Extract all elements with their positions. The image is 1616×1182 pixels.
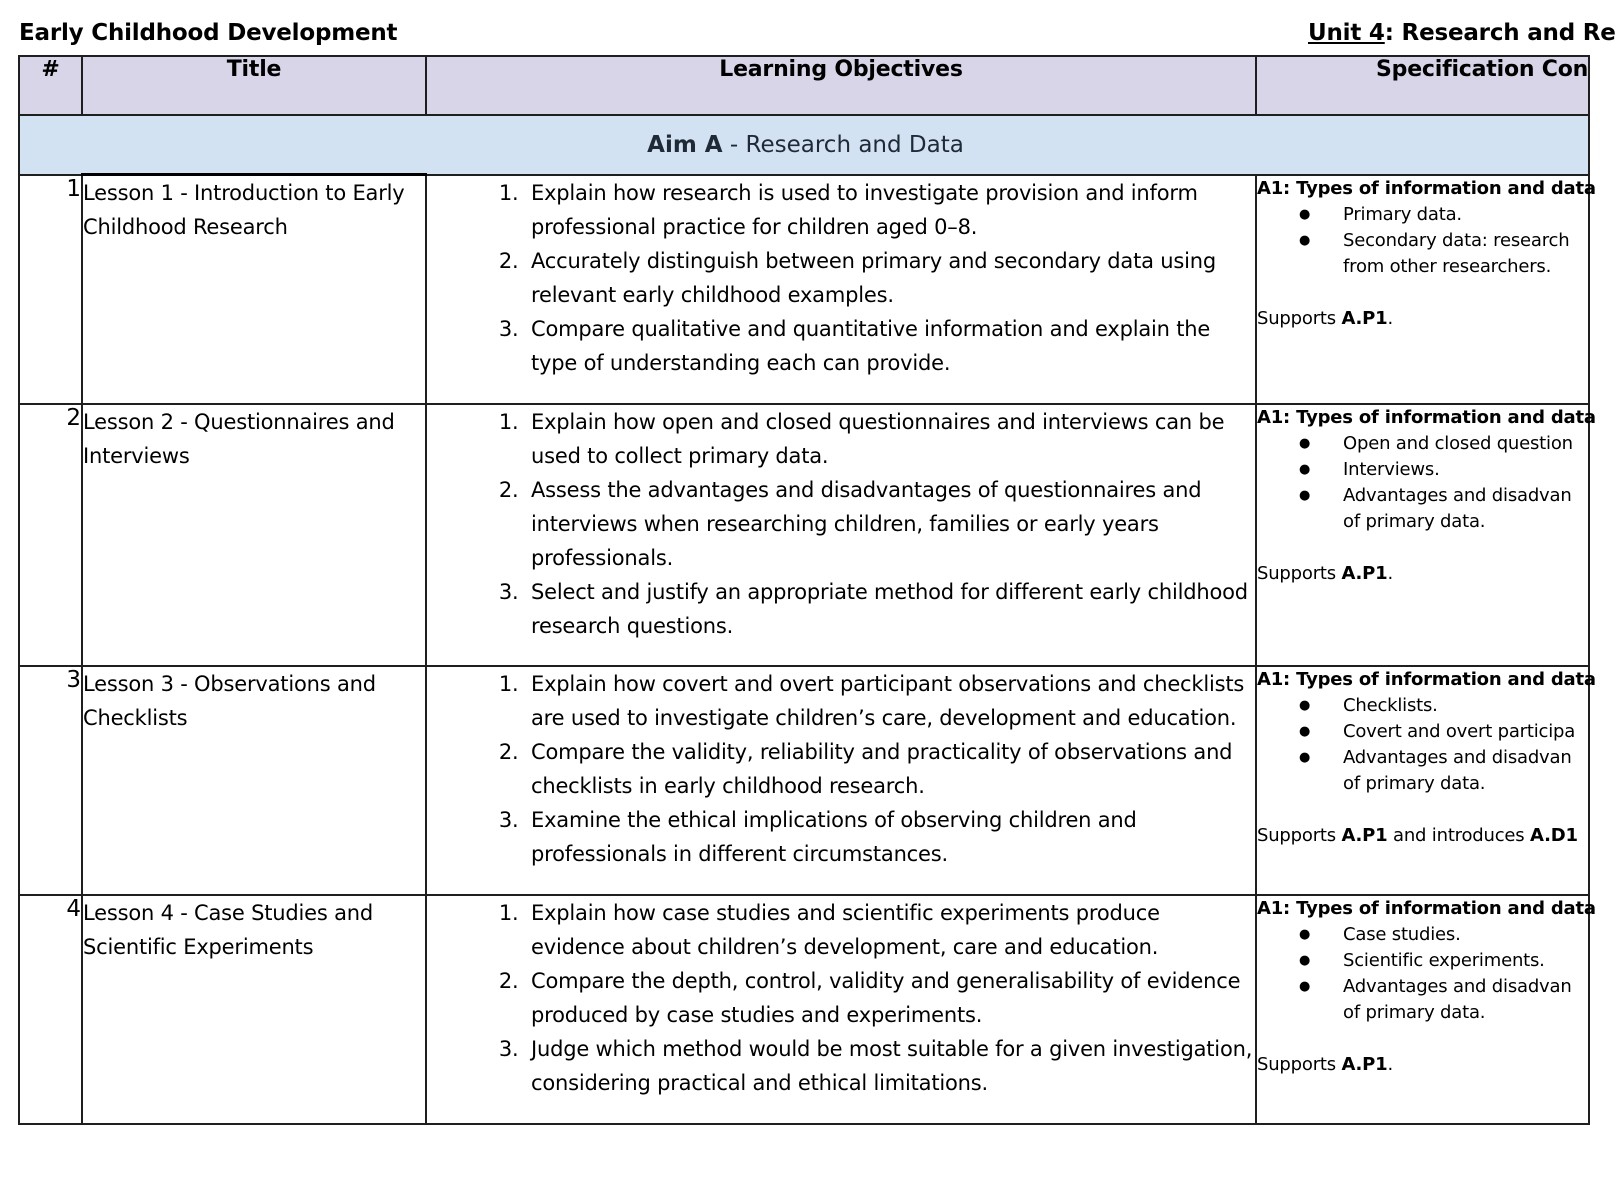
supports-prefix: Supports — [1257, 307, 1342, 329]
specification-cell — [1256, 404, 1596, 666]
column-header-objectives: Learning Objectives — [426, 56, 1256, 115]
learning-objectives-cell — [426, 895, 1256, 1124]
spec-item: from other researchers. — [1343, 255, 1552, 277]
table-row — [19, 895, 1589, 1124]
objective-item: 1. Explain how case studies and scientific experiments produce evidence about children’s development, care and education. — [525, 896, 1255, 964]
supports-line — [1257, 1052, 1588, 1078]
table-row — [19, 666, 1589, 895]
spec-list — [1257, 202, 1588, 280]
spec-item: ● Covert and overt participa — [1343, 719, 1588, 745]
criterion-code: A.P1 — [1341, 562, 1388, 584]
objective-item: 1. Explain how covert and overt participant observations and checklists are used to investigate children’s care, development and education. — [525, 667, 1255, 735]
spec-list — [1257, 922, 1588, 1026]
criterion-code: A.P1 — [1341, 1053, 1388, 1075]
supports-prefix: Supports — [1257, 1053, 1342, 1075]
supports-line — [1257, 306, 1588, 332]
objective-item: 2. Assess the advantages and disadvantages of questionnaires and interviews when researching children, families or early years professionals. — [525, 473, 1255, 575]
spec-heading: A1: Types of information and data — [1257, 668, 1596, 690]
objectives-list — [427, 176, 1255, 380]
spec-list — [1257, 693, 1588, 797]
aim-row — [19, 115, 1589, 175]
column-header-title: Title — [82, 56, 426, 115]
objective-item: 3. Examine the ethical implications of observing children and professionals in different circumstances. — [525, 803, 1255, 871]
supports-prefix: Supports — [1257, 824, 1342, 846]
supports-suffix: and introduces — [1387, 824, 1530, 846]
learning-objectives-cell — [426, 666, 1256, 895]
objective-item: 3. Judge which method would be most suitable for a given investigation, considering practical and ethical limitations. — [525, 1032, 1255, 1100]
learning-objectives-cell — [426, 175, 1256, 404]
lesson-number: 4 — [19, 895, 82, 1124]
table-row — [19, 175, 1589, 404]
spec-item: ● Checklists. — [1343, 693, 1588, 719]
spec-item: of primary data. — [1343, 1001, 1486, 1023]
spec-item: ● Open and closed question — [1343, 431, 1588, 457]
learning-objectives-cell — [426, 404, 1256, 666]
spec-item: of primary data. — [1343, 510, 1486, 532]
spec-item: ● Case studies. — [1343, 922, 1588, 948]
criterion-code: A.P1 — [1341, 307, 1388, 329]
lesson-title: Lesson 1 - Introduction to Early Childhood Research — [82, 175, 426, 404]
spec-item: ● Scientific experiments. — [1343, 948, 1588, 974]
spec-heading: A1: Types of information and data — [1257, 406, 1596, 428]
specification-cell — [1256, 175, 1596, 404]
supports-line — [1257, 561, 1588, 587]
spec-item: ● Advantages and disadvan — [1343, 974, 1588, 1000]
supports-suffix: . — [1387, 1053, 1394, 1075]
spec-item: ● Primary data. — [1343, 202, 1588, 228]
objectives-list — [427, 667, 1255, 871]
unit-title — [1308, 20, 1616, 46]
header-row — [19, 56, 1589, 115]
supports-line — [1257, 823, 1588, 849]
unit-label: Unit 4 — [1308, 20, 1385, 46]
spec-list — [1257, 431, 1588, 535]
spec-heading: A1: Types of information and data — [1257, 177, 1596, 199]
objective-item: 3. Select and justify an appropriate method for different early childhood research questions. — [525, 575, 1255, 643]
unit-title-rest: : Research and Re — [1384, 20, 1616, 46]
objectives-list — [427, 405, 1255, 643]
spec-item: ● Secondary data: research — [1343, 228, 1588, 254]
aim-heading — [19, 115, 1589, 175]
supports-prefix: Supports — [1257, 562, 1342, 584]
objective-item: 2. Compare the validity, reliability and practicality of observations and checklists in early childhood research. — [525, 735, 1255, 803]
lesson-number: 1 — [19, 175, 82, 404]
lesson-number: 2 — [19, 404, 82, 666]
spec-item: of primary data. — [1343, 772, 1486, 794]
lesson-title: Lesson 2 - Questionnaires and Interviews — [82, 404, 426, 666]
column-header-specification: Specification Con — [1256, 56, 1589, 115]
table-row — [19, 404, 1589, 666]
objective-item: 1. Explain how research is used to investigate provision and inform professional practice for children aged 0–8. — [525, 176, 1255, 244]
spec-item: ● Interviews. — [1343, 457, 1588, 483]
objective-item: 2. Compare the depth, control, validity and generalisability of evidence produced by case studies and experiments. — [525, 964, 1255, 1032]
criterion-code-2: A.D1 — [1530, 824, 1578, 846]
lesson-number: 3 — [19, 666, 82, 895]
criterion-code: A.P1 — [1341, 824, 1388, 846]
lesson-title: Lesson 4 - Case Studies and Scientific Experiments — [82, 895, 426, 1124]
objective-item: 2. Accurately distinguish between primary and secondary data using relevant early childhood examples. — [525, 244, 1255, 312]
lesson-title: Lesson 3 - Observations and Checklists — [82, 666, 426, 895]
column-header-number: # — [19, 56, 82, 115]
supports-suffix: . — [1387, 307, 1394, 329]
aim-name: - Research and Data — [722, 131, 964, 158]
spec-item: ● Advantages and disadvan — [1343, 745, 1588, 771]
aim-label: Aim A — [647, 131, 723, 158]
spec-heading: A1: Types of information and data — [1257, 897, 1596, 919]
supports-suffix: . — [1387, 562, 1394, 584]
spec-item: ● Advantages and disadvan — [1343, 483, 1588, 509]
specification-cell — [1256, 895, 1596, 1124]
objectives-list — [427, 896, 1255, 1100]
lesson-schedule-table — [18, 55, 1596, 1125]
specification-cell — [1256, 666, 1596, 895]
objective-item: 3. Compare qualitative and quantitative information and explain the type of understanding each can provide. — [525, 312, 1255, 380]
course-title: Early Childhood Development — [19, 20, 398, 46]
objective-item: 1. Explain how open and closed questionnaires and interviews can be used to collect primary data. — [525, 405, 1255, 473]
